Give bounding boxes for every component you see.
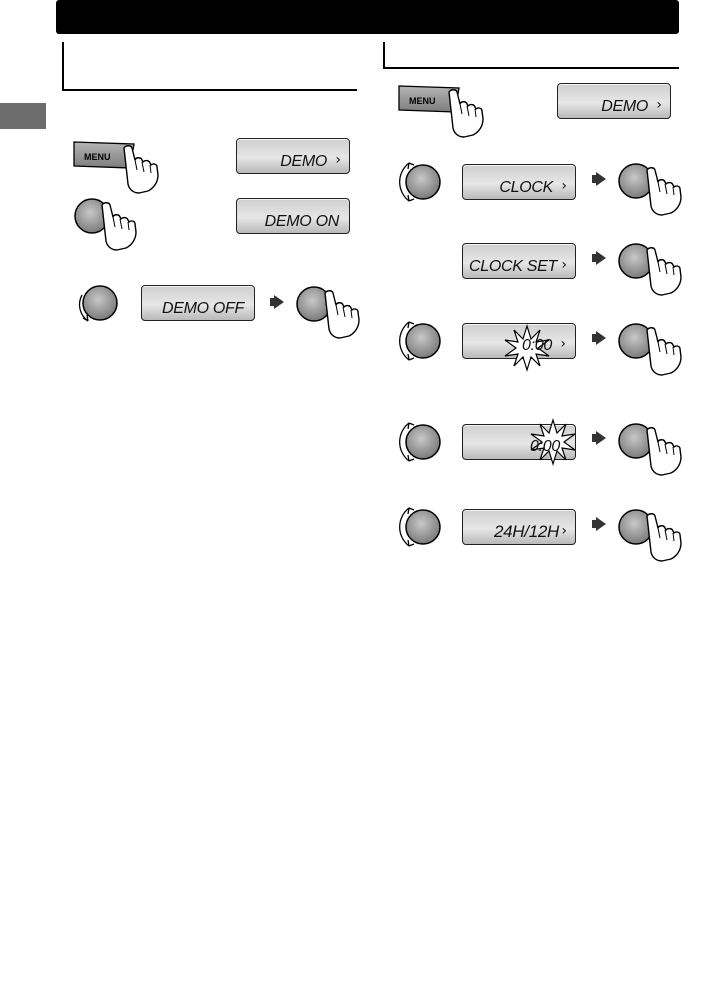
lcd-text: DEMO: [601, 98, 648, 115]
lcd-display-24h-12h: [462, 509, 576, 545]
press-hand-icon: [647, 328, 681, 375]
right-arrow-icon: [590, 517, 610, 537]
right-arrow-icon: [590, 251, 610, 271]
right-arrow-icon: [590, 431, 610, 451]
left-section-rule: [62, 42, 64, 90]
control-dial-icon: [395, 317, 445, 367]
control-dial-icon: [74, 197, 164, 247]
lcd-display-demo: [236, 138, 350, 174]
control-dial-icon: [617, 420, 687, 475]
press-hand-icon: [449, 90, 483, 137]
press-hand-icon: [647, 168, 681, 215]
right-arrow-icon: [590, 331, 610, 351]
right-arrow-icon: [268, 295, 288, 315]
lcd-text: 24H/12H: [494, 522, 559, 541]
lcd-overlay: [462, 323, 574, 357]
control-dial-icon: [617, 320, 687, 375]
control-dial-icon: [617, 506, 687, 561]
press-hand-icon: [325, 291, 359, 338]
press-hand-icon: [647, 248, 681, 295]
chevron-right-icon: ›: [561, 257, 567, 273]
control-dial-icon: [72, 283, 132, 333]
lcd-text: DEMO: [280, 153, 327, 170]
chevron-right-icon: ›: [560, 336, 566, 352]
lcd-text: 0:00: [522, 337, 552, 354]
chevron-right-icon: ›: [335, 152, 341, 168]
right-arrow-icon: [590, 172, 610, 192]
press-hand-icon: [102, 203, 136, 250]
press-hand-icon: [647, 428, 681, 475]
control-dial-icon: [295, 283, 365, 338]
lcd-display-clock: [462, 164, 576, 200]
lcd-display-demo-on: [236, 198, 350, 234]
menu-button-icon: [397, 84, 487, 134]
lcd-text: DEMO OFF: [161, 300, 244, 317]
menu-label: MENU: [84, 152, 111, 162]
control-dial-icon: [395, 503, 445, 553]
menu-button-icon: [72, 140, 162, 190]
press-hand-icon: [124, 146, 158, 193]
lcd-display-demo: [557, 83, 671, 119]
menu-label: MENU: [409, 96, 436, 106]
left-section-underline: [62, 89, 357, 91]
lcd-text: DEMO ON: [264, 213, 339, 230]
control-dial-icon: [617, 160, 687, 215]
lcd-display-demo-off: [141, 285, 255, 321]
lcd-text: CLOCK: [499, 179, 553, 196]
chevron-right-icon: ›: [561, 523, 567, 539]
right-section-underline: [383, 67, 679, 69]
right-section-rule: [383, 42, 385, 68]
chevron-right-icon: ›: [561, 178, 567, 194]
press-hand-icon: [647, 514, 681, 561]
control-dial-icon: [617, 240, 687, 295]
section-tab: [0, 103, 46, 129]
chevron-right-icon: ›: [656, 97, 662, 113]
lcd-text: 0:00: [530, 438, 560, 455]
header-bar: [56, 0, 679, 34]
control-dial-icon: [395, 158, 445, 208]
lcd-overlay: [462, 424, 574, 458]
lcd-text: CLOCK SET: [469, 258, 557, 275]
lcd-display-clock-set: [462, 243, 576, 279]
control-dial-icon: [395, 418, 445, 468]
